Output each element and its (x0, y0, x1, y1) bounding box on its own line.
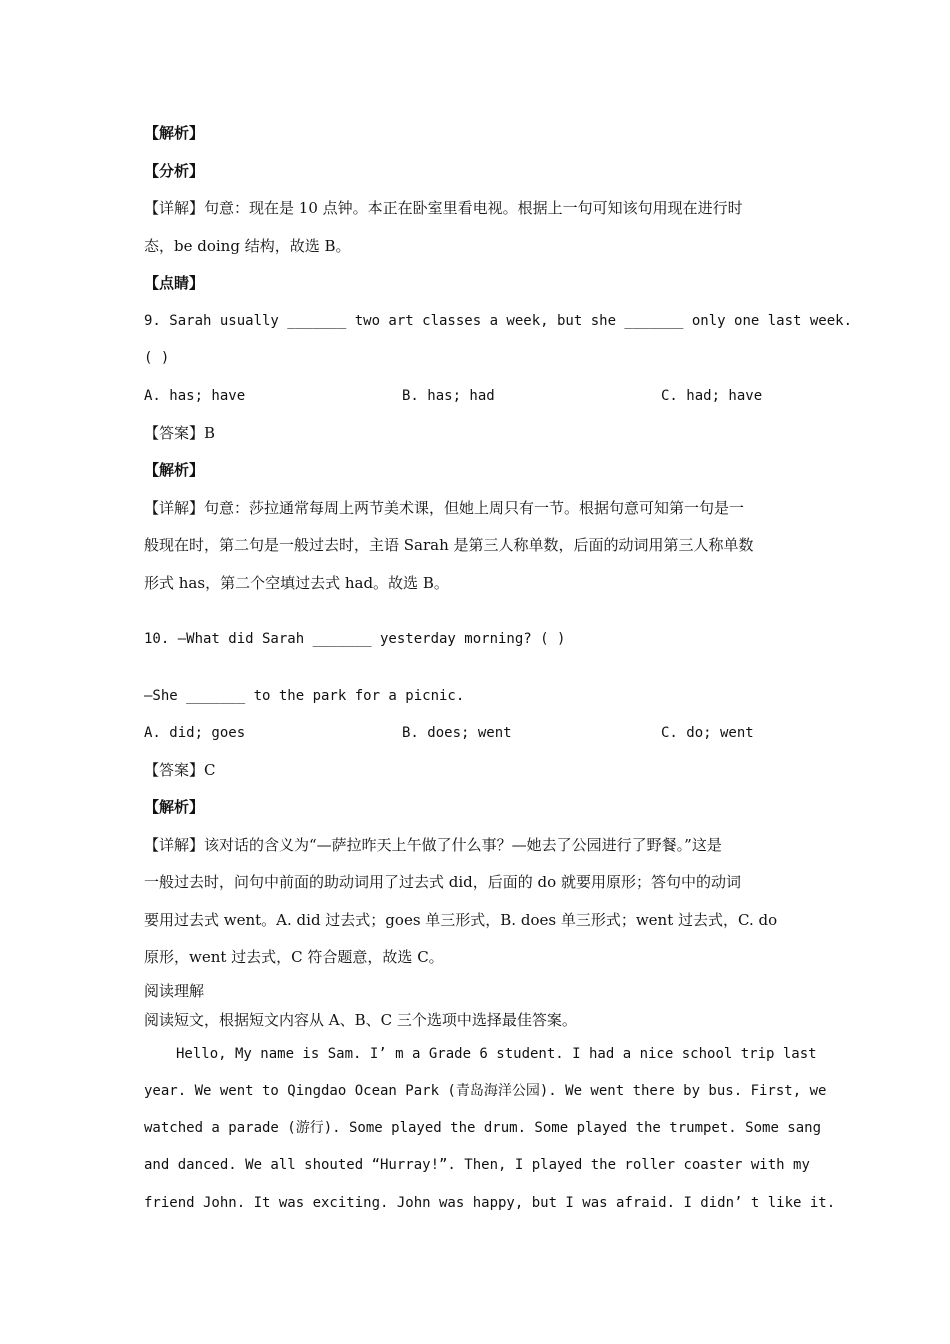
passage-line-4: and danced. We all shouted “Hurray!”. Then, I played the roller coaster with my (144, 1157, 810, 1173)
fenxi-heading: 【分析】 (144, 162, 205, 180)
q10-explanation-line-4: 原形，went 过去式，C 符合题意，故选 C。 (144, 948, 444, 966)
q10-jiexi-heading: 【解析】 (144, 798, 205, 816)
q9-explanation-line-2: 般现在时，第二句是一般过去时，主语 Sarah 是第三人称单数，后面的动词用第三人称单数 (144, 536, 754, 554)
dianjing-heading: 【点睛】 (144, 274, 205, 292)
q8-explanation-line-2: 态，be doing 结构，故选 B。 (144, 237, 351, 255)
q9-jiexi-heading: 【解析】 (144, 461, 205, 479)
q10-option-c: C. do; went (661, 725, 754, 741)
q9-option-c: C. had; have (661, 388, 763, 404)
q10-option-b: B. does; went (402, 725, 512, 741)
passage-line-2: year. We went to Qingdao Ocean Park (青岛海洋公园). We went there by bus. First, we (144, 1083, 827, 1099)
q10-explanation-line-2: 一般过去时，问句中前面的助动词用了过去式 did，后面的 do 就要用原形；答句中的动词 (144, 873, 741, 891)
q10-explanation-line-1: 【详解】该对话的含义为“—萨拉昨天上午做了什么事？—她去了公园进行了野餐。”这是 (144, 836, 722, 854)
q10-stem: 10. —What did Sarah _______ yesterday morning? ( ) (144, 631, 566, 647)
passage-line-1: Hello, My name is Sam. I’ m a Grade 6 student. I had a nice school trip last (176, 1046, 817, 1062)
q10-option-a: A. did; goes (144, 725, 246, 741)
q8-explanation-line-1: 【详解】句意：现在是 10 点钟。本正在卧室里看电视。根据上一句可知该句用现在进行时 (144, 199, 743, 217)
q9-answer: 【答案】B (144, 424, 216, 442)
q10-reply: —She _______ to the park for a picnic. (144, 688, 465, 704)
q9-option-a: A. has; have (144, 388, 246, 404)
q9-stem: 9. Sarah usually _______ two art classes a week, but she _______ only one last week. (144, 313, 853, 329)
q9-answer-paren: ( ) (144, 350, 170, 366)
q10-answer: 【答案】C (144, 761, 216, 779)
passage-line-3: watched a parade (游行). Some played the drum. Some played the trumpet. Some sang (144, 1120, 822, 1136)
q10-explanation-line-3: 要用过去式 went。A. did 过去式；goes 单三形式，B. does 单三形式；went 过去式，C. do (144, 911, 778, 929)
passage-line-5: friend John. It was exciting. John was happy, but I was afraid. I didn’ t like it. (144, 1195, 836, 1211)
jiexi-heading: 【解析】 (144, 124, 205, 142)
q9-explanation-line-3: 形式 has，第二个空填过去式 had。故选 B。 (144, 574, 449, 592)
q9-explanation-line-1: 【详解】句意：莎拉通常每周上两节美术课，但她上周只有一节。根据句意可知第一句是一 (144, 499, 745, 517)
q9-option-b: B. has; had (402, 388, 495, 404)
reading-instruction: 阅读短文，根据短文内容从 A、B、C 三个选项中选择最佳答案。 (144, 1011, 577, 1029)
reading-section-title: 阅读理解 (144, 982, 205, 1000)
